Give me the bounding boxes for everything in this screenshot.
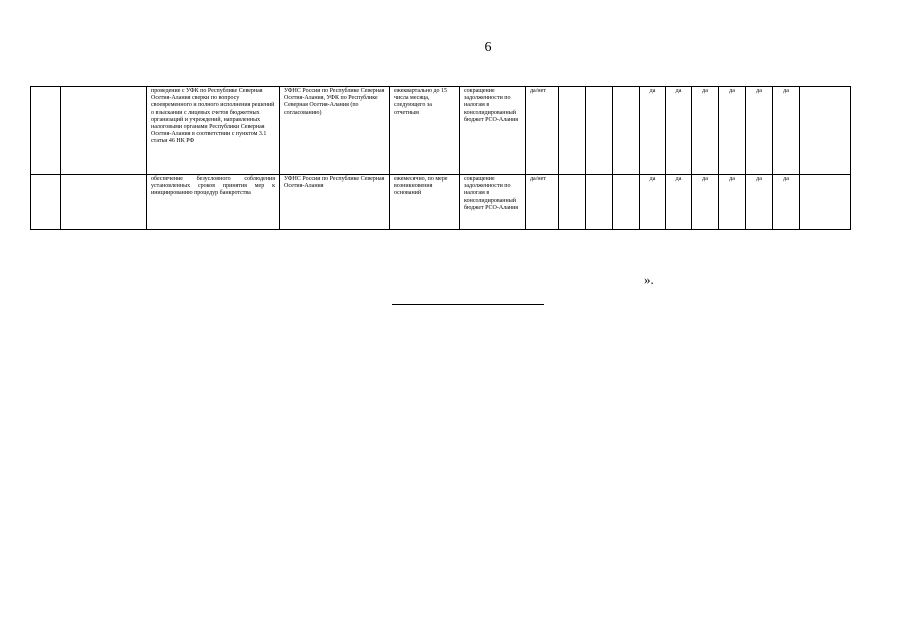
separator-line xyxy=(392,304,544,305)
result-cell: сокращение задолженности по налогам в консолидированный бюджет РСО-Алания xyxy=(460,175,526,230)
empty-cell xyxy=(586,175,613,230)
year-value-cell: да xyxy=(692,87,719,175)
unit-cell: да/нет xyxy=(526,87,559,175)
empty-cell xyxy=(61,87,147,175)
measure-cell: обеспечение безусловного соблюдения установленных сроков принятия мер к инициированию процедур банкротства xyxy=(147,175,280,230)
year-value-cell: да xyxy=(719,87,746,175)
year-value-cell: да xyxy=(666,87,692,175)
executor-cell: УФНС России по Республике Северная Осетия-Алания, УФК по Республике Северная Осетия-Алания (по согласованию) xyxy=(280,87,390,175)
table-row xyxy=(31,87,851,175)
year-value-cell: да xyxy=(773,175,800,230)
executor-cell: УФНС России по Республике Северная Осетия-Алания xyxy=(280,175,390,230)
year-value-cell: да xyxy=(746,87,773,175)
empty-cell xyxy=(559,87,586,175)
empty-cell xyxy=(613,87,640,175)
deadline-cell: ежеквартально до 15 числа месяца, следующего за отчетным xyxy=(390,87,460,175)
empty-cell xyxy=(31,87,61,175)
page-number: 6 xyxy=(484,40,492,55)
empty-cell xyxy=(61,175,147,230)
deadline-cell: ежемесячно, по мере возникновения оснований xyxy=(390,175,460,230)
empty-cell xyxy=(613,175,640,230)
empty-cell xyxy=(800,87,851,175)
unit-cell: да/нет xyxy=(526,175,559,230)
closing-quote-mark: ». xyxy=(644,272,654,287)
empty-cell xyxy=(31,175,61,230)
year-value-cell: да xyxy=(666,175,692,230)
empty-cell xyxy=(586,87,613,175)
measures-table xyxy=(30,86,851,230)
year-value-cell: да xyxy=(640,175,666,230)
year-value-cell: да xyxy=(746,175,773,230)
table-row xyxy=(31,175,851,230)
year-value-cell: да xyxy=(719,175,746,230)
year-value-cell: да xyxy=(773,87,800,175)
empty-cell xyxy=(559,175,586,230)
empty-cell xyxy=(800,175,851,230)
year-value-cell: да xyxy=(640,87,666,175)
measure-cell: проведение с УФК по Республике Северная Осетия-Алания сверки по вопросу своевременного и полного исполнения решений о взыскании с лицевых счетов бюджетных организаций и учреждений, направленных налоговыми органами Республики Северная Осетия-Алания в соответствии с пунктом 3.1 статьи 46 НК РФ xyxy=(147,87,280,175)
result-cell: сокращение задолженности по налогам в консолидированный бюджет РСО-Алания xyxy=(460,87,526,175)
year-value-cell: да xyxy=(692,175,719,230)
